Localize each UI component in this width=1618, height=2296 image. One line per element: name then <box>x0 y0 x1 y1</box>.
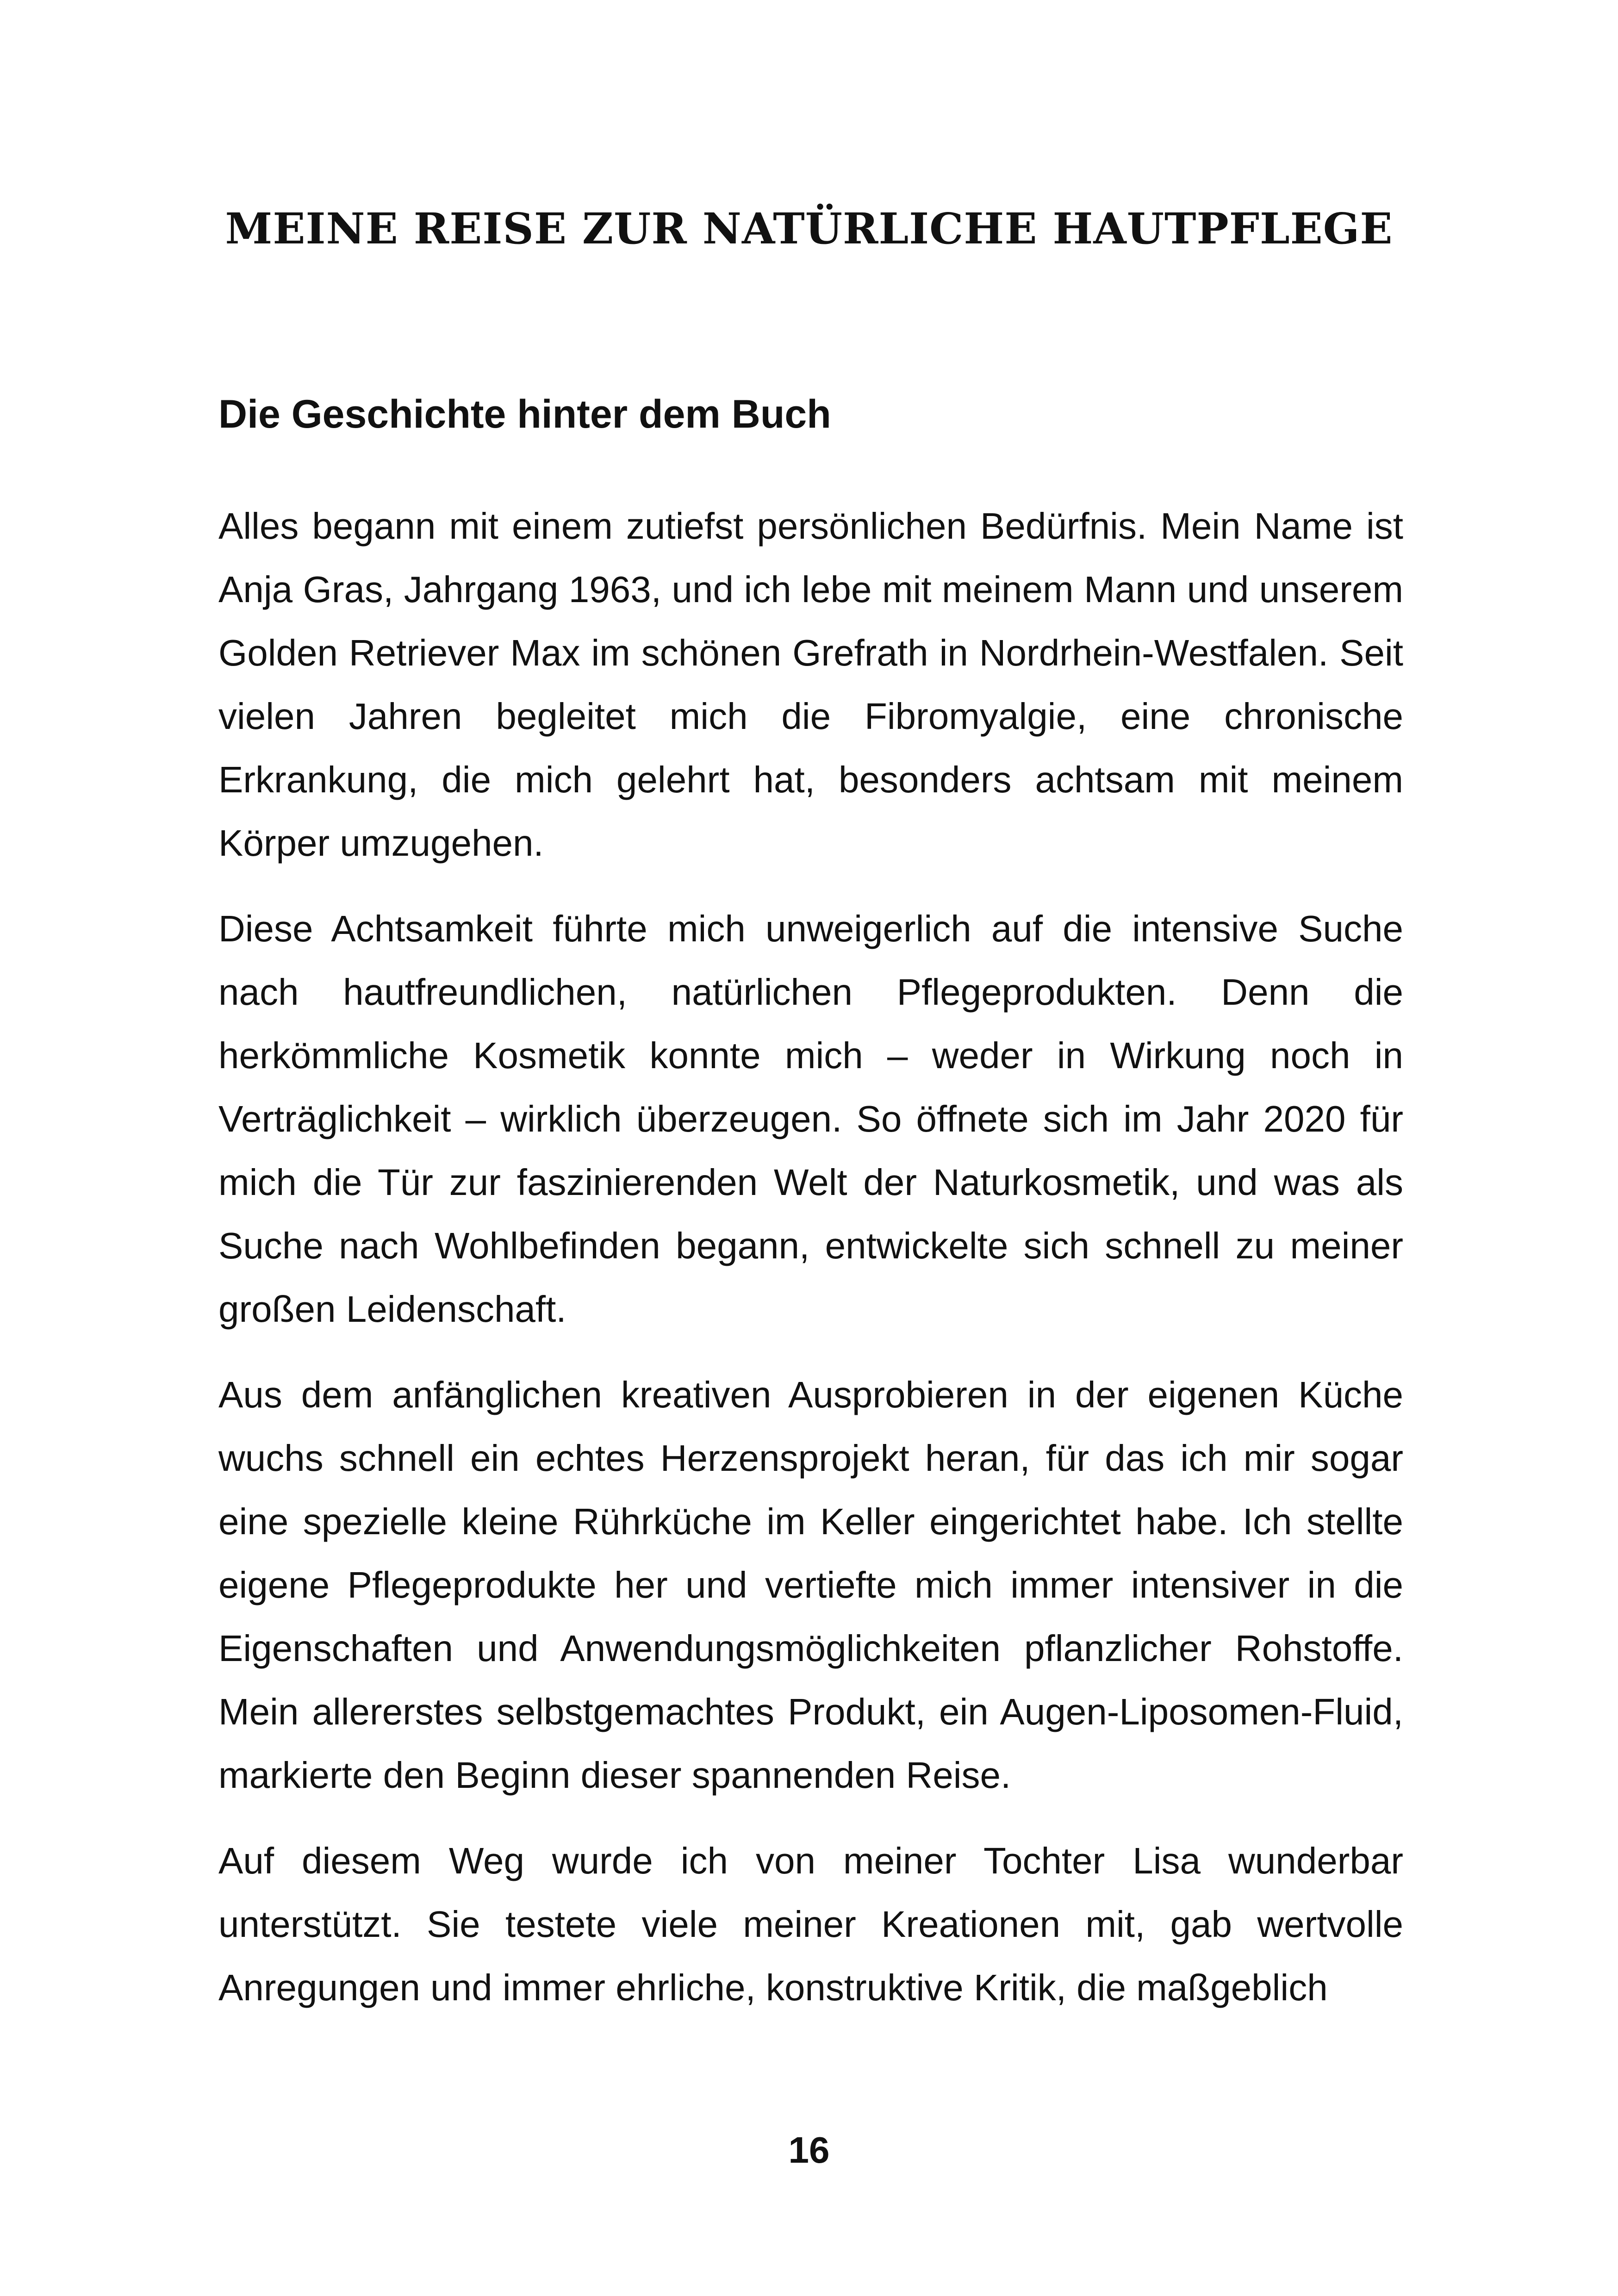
section-title: Die Geschichte hinter dem Buch <box>218 392 831 436</box>
paragraph-2: Diese Achtsamkeit führte mich unweigerlich auf die intensive Suche nach hautfreundlichen, natürlichen Pflegeprodukten. Denn die herkömmliche Kosmetik konnte mich – weder in Wirkung noch in Verträglichkeit – wirklich überzeugen. So öffnete sich im Jahr 2020 für mich die Tür zur faszinierenden Welt der Naturkosmetik, und was als Suche nach Wohlbefinden begann, entwickelte sich schnell zu meiner großen Leidenschaft. <box>218 908 1403 1330</box>
paragraph-1: Alles begann mit einem zutiefst persönlichen Bedürfnis. Mein Name ist Anja Gras, Jahrgang 1963, und ich lebe mit meinem Mann und unserem Golden Retriever Max im schönen Grefrath in Nordrhein-Westfalen. Seit vielen Jahren begleitet mich die Fibromyalgie, eine chronische Erkrankung, die mich gelehrt hat, besonders achtsam mit meinem Körper umzugehen. <box>218 505 1403 864</box>
paragraph-4: Auf diesem Weg wurde ich von meiner Tochter Lisa wunderbar unterstützt. Sie testete viele meiner Kreationen mit, gab wertvolle Anregungen und immer ehrliche, konstruktive Kritik, die maßgeblich <box>218 1840 1403 2008</box>
page-content <box>218 389 1403 2041</box>
chapter-title: MEINE REISE ZUR NATÜRLICHE HAUTPFLEGE <box>225 204 1393 254</box>
page-number: 16 <box>788 2129 830 2171</box>
paragraph-3: Aus dem anfänglichen kreativen Ausprobieren in der eigenen Küche wuchs schnell ein echtes Herzensprojekt heran, für das ich mir sogar eine spezielle kleine Rührküche im Keller eingerichtet habe. Ich stellte eigene Pflegeprodukte her und vertiefte mich immer intensiver in die Eigenschaften und Anwendungsmöglichkeiten pflanzlicher Rohstoffe. Mein allererstes selbstgemachtes Produkt, ein Augen-Liposomen-Fluid, markierte den Beginn dieser spannenden Reise. <box>218 1374 1403 1796</box>
